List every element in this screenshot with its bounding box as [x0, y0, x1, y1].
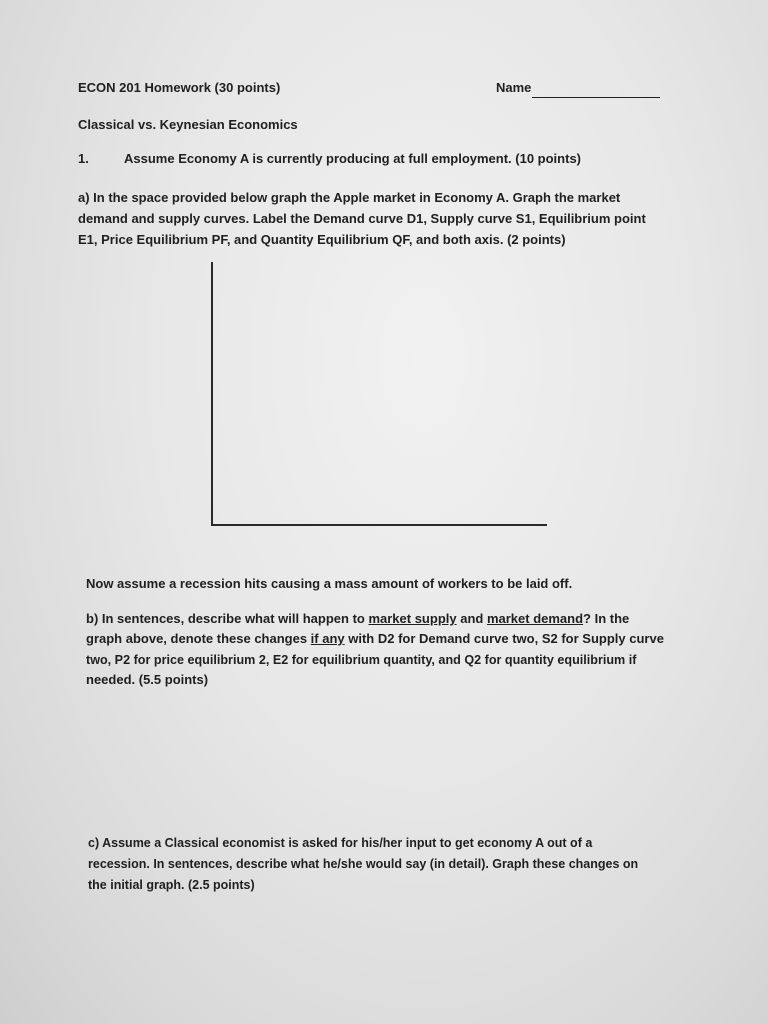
part-b-line-4: needed. (5.5 points) — [86, 672, 209, 687]
part-b-line-2-end: with D2 for Demand curve two, S2 for Supply curve — [344, 631, 664, 646]
recession-note: Now assume a recession hits causing a mass amount of workers to be laid off. — [86, 576, 573, 591]
market-demand-term: market demand — [486, 611, 584, 626]
graph-y-axis — [211, 262, 213, 526]
part-b-line-3: two, P2 for price equilibrium 2, E2 for equilibrium quantity, and Q2 for quantity equilibrium if — [86, 653, 637, 667]
part-c-line-3: the initial graph. (2.5 points) — [88, 878, 255, 892]
part-b-line-2-start: graph above, denote these changes — [86, 631, 311, 646]
question-statement: Assume Economy A is currently producing at full employment. (10 points) — [124, 151, 581, 166]
topic-heading: Classical vs. Keynesian Economics — [78, 117, 298, 132]
part-a-line-2: demand and supply curves. Label the Demand curve D1, Supply curve S1, Equilibrium point — [78, 211, 646, 226]
name-blank-line — [532, 84, 660, 98]
market-supply-term: market supply — [368, 611, 457, 626]
part-b-line-1-start: b) In sentences, describe what will happen to — [86, 611, 369, 626]
name-label: Name — [496, 80, 532, 95]
if-any-term: if any — [310, 631, 345, 646]
part-b-line-2 — [86, 629, 664, 649]
question-number: 1. — [78, 151, 89, 166]
part-b-line-1 — [86, 609, 629, 629]
part-c-line-1: c) Assume a Classical economist is asked for his/her input to get economy A out of a — [88, 836, 593, 850]
part-a-line-3: E1, Price Equilibrium PF, and Quantity Equilibrium QF, and both axis. (2 points) — [78, 232, 566, 247]
part-b-line-1-end: ? In the — [583, 611, 630, 626]
part-c-line-2: recession. In sentences, describe what he/she would say (in detail). Graph these changes on — [88, 857, 639, 871]
graph-x-axis — [211, 524, 547, 526]
part-a-line-1: a) In the space provided below graph the Apple market in Economy A. Graph the market — [78, 190, 621, 205]
course-title: ECON 201 Homework (30 points) — [78, 80, 281, 95]
part-b-line-1-mid: and — [456, 611, 487, 626]
name-field — [496, 78, 660, 98]
